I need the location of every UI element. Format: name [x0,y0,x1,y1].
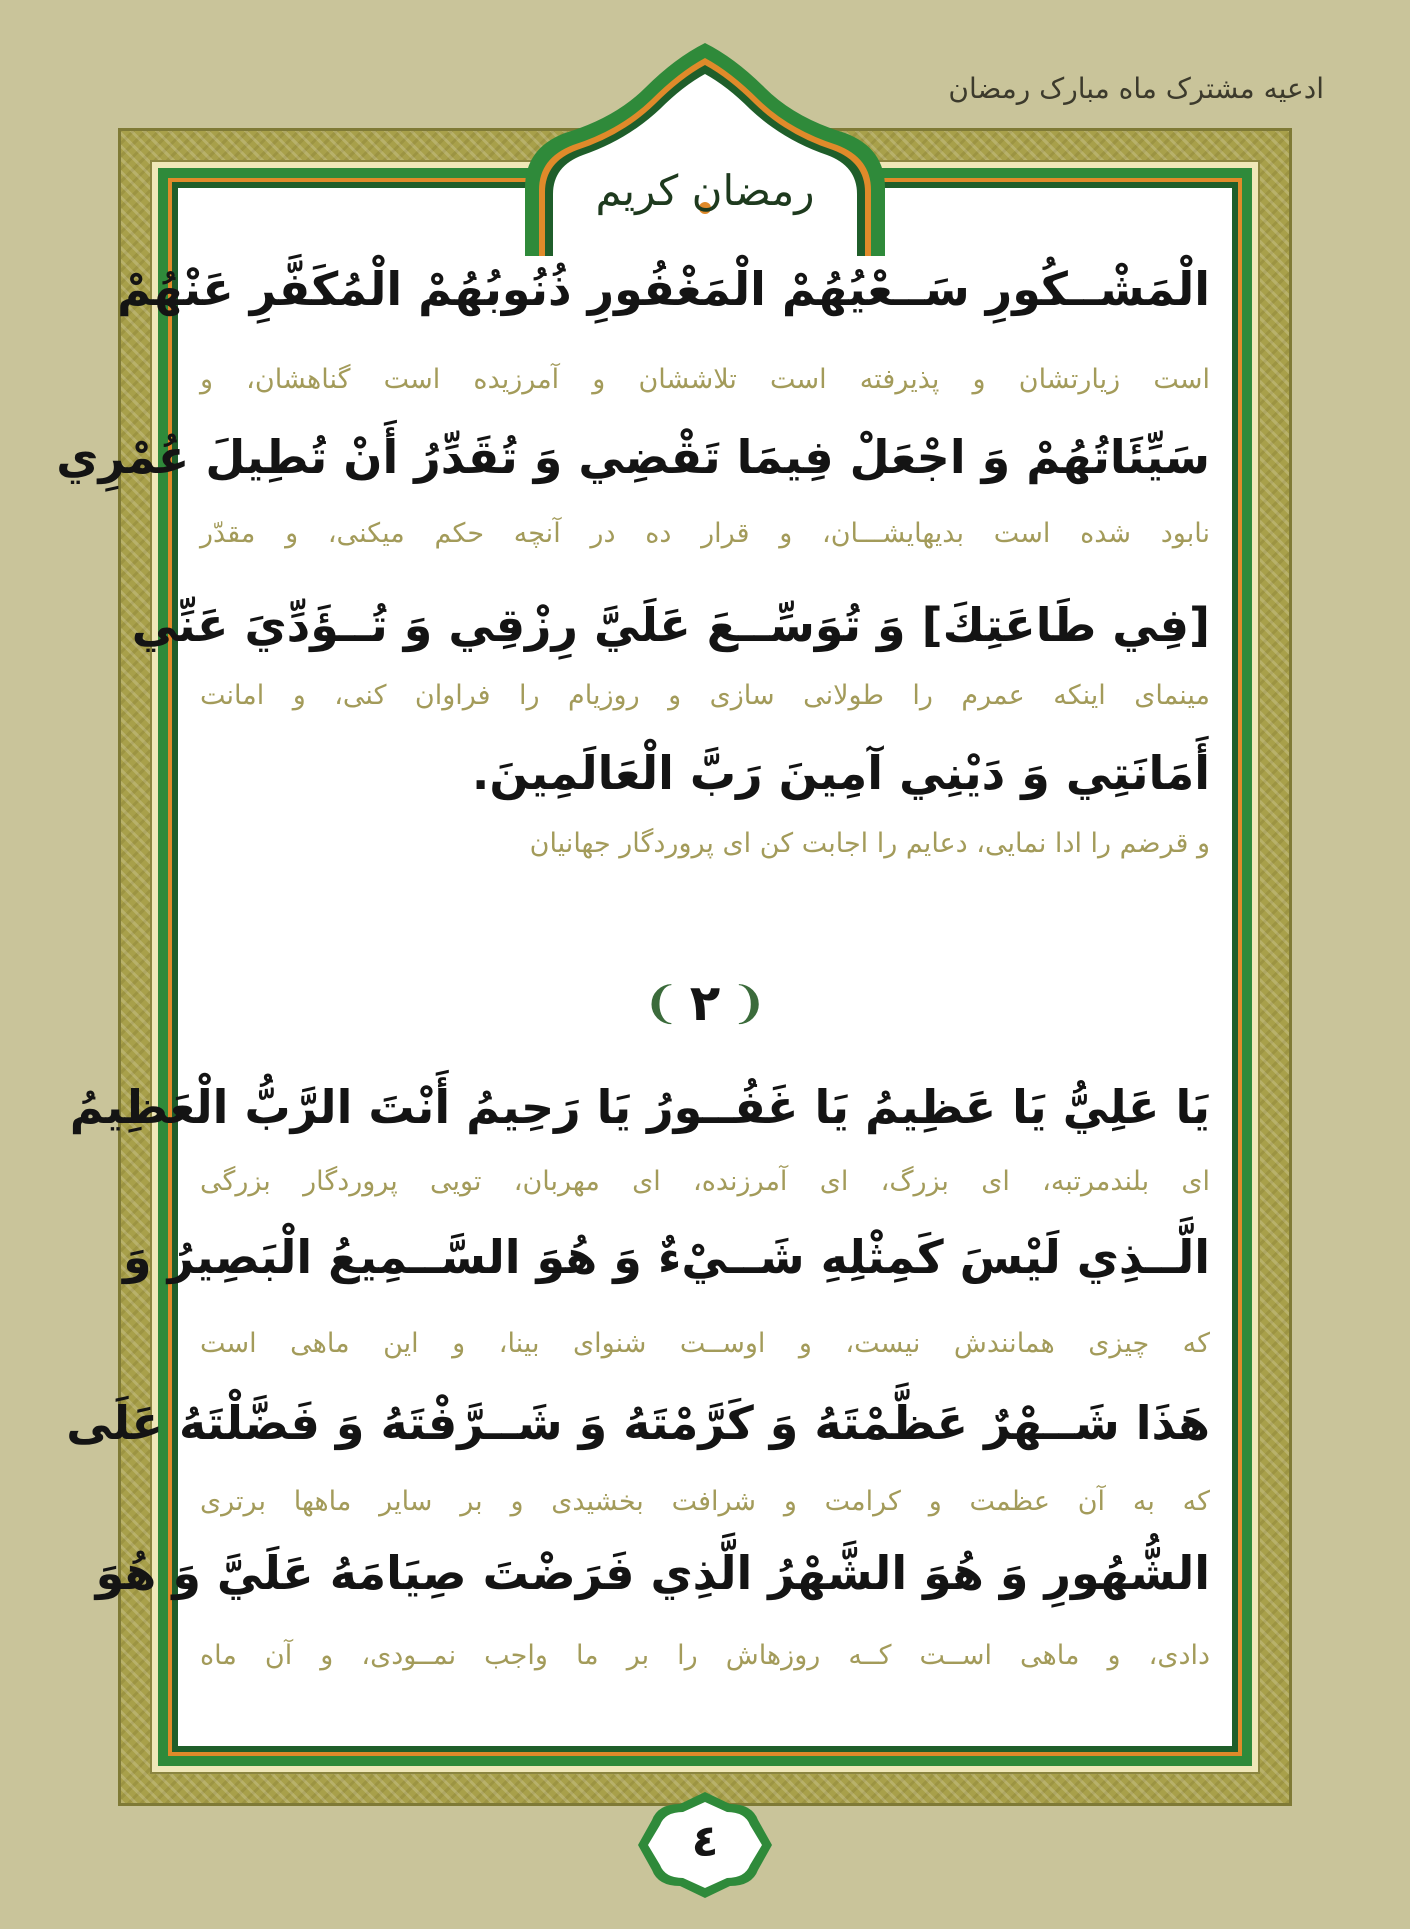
persian-translation-line: دادی، و ماهی اســت کــه روزهاش را بر ما واجب نمــودی، و آن ماه [200,1640,1210,1671]
page-number-medallion [634,1790,776,1900]
persian-translation-line: نابود شده است بدیهایشـــان، و قرار ده در آنچه حکم میکنی، و مقدّر [200,518,1210,549]
arabic-line: الْمَشْــكُورِ سَــعْيُهُمْ الْمَغْفُورِ ذُنُوبُهُمْ الْمُكَفَّرِ عَنْهُمْ [117,262,1210,316]
arabic-line: هَذَا شَــهْرٌ عَظَّمْتَهُ وَ كَرَّمْتَهُ وَ شَــرَّفْتَهُ وَ فَضَّلْتَهُ عَلَى [66,1396,1210,1450]
persian-translation-line: که چیزی همانندش نیست، و اوســت شنوای بینا، و این ماهی است [200,1328,1210,1359]
section-number-ornament [635,968,775,1038]
arabic-line: سَيِّئَاتُهُمْ وَ اجْعَلْ فِيمَا تَقْضِي وَ تُقَدِّرُ أَنْ تُطِيلَ عُمْرِي [56,430,1210,484]
persian-translation-line: که به آن عظمت و کرامت و شرافت بخشیدی و بر سایر ماهها برتری [200,1486,1210,1517]
persian-translation-line: مینمای اینکه عمرم را طولانی سازی و روزیام را فراوان کنی، و امانت [200,680,1210,711]
right-ornament-icon: ❩ [730,977,768,1029]
arabic-line: [فِي طَاعَتِكَ] وَ تُوَسِّــعَ عَلَيَّ رِزْقِي وَ تُــؤَدِّيَ عَنِّي [131,598,1210,652]
left-ornament-icon: ❨ [642,977,680,1029]
arabic-line: الَّــذِي لَيْسَ كَمِثْلِهِ شَــيْءٌ وَ هُوَ السَّــمِيعُ الْبَصِيرُ وَ [123,1230,1210,1284]
ramadan-kareem-crest [505,38,905,258]
section-number: ۲ [689,974,721,1032]
arabic-line: أَمَانَتِي وَ دَيْنِي آمِينَ رَبَّ الْعَالَمِينَ. [471,746,1210,800]
page-number: ٤ [691,1816,719,1867]
crest-arch-icon [505,38,905,258]
arabic-line: الشُّهُورِ وَ هُوَ الشَّهْرُ الَّذِي فَرَضْتَ صِيَامَهُ عَلَيَّ وَ هُوَ [95,1546,1210,1600]
persian-translation-line: ای بلندمرتبه، ای بزرگ، ای آمرزنده، ای مهربان، تویی پروردگار بزرگی [200,1166,1210,1197]
arabic-line: يَا عَلِيُّ يَا عَظِيمُ يَا غَفُــورُ يَا رَحِيمُ أَنْتَ الرَّبُّ الْعَظِيمُ [69,1080,1210,1134]
persian-translation-line: است زیارتشان و پذیرفته است تلاششان و آمرزیده است گناهشان، و [200,364,1210,395]
crest-calligraphy: رمضان كريم [595,166,815,215]
book-title: ادعیه مشترک ماه مبارک رمضان [948,72,1324,105]
persian-translation-line: و قرضم را ادا نمایی، دعایم را اجابت کن ای پروردگار جهانیان [529,828,1210,859]
